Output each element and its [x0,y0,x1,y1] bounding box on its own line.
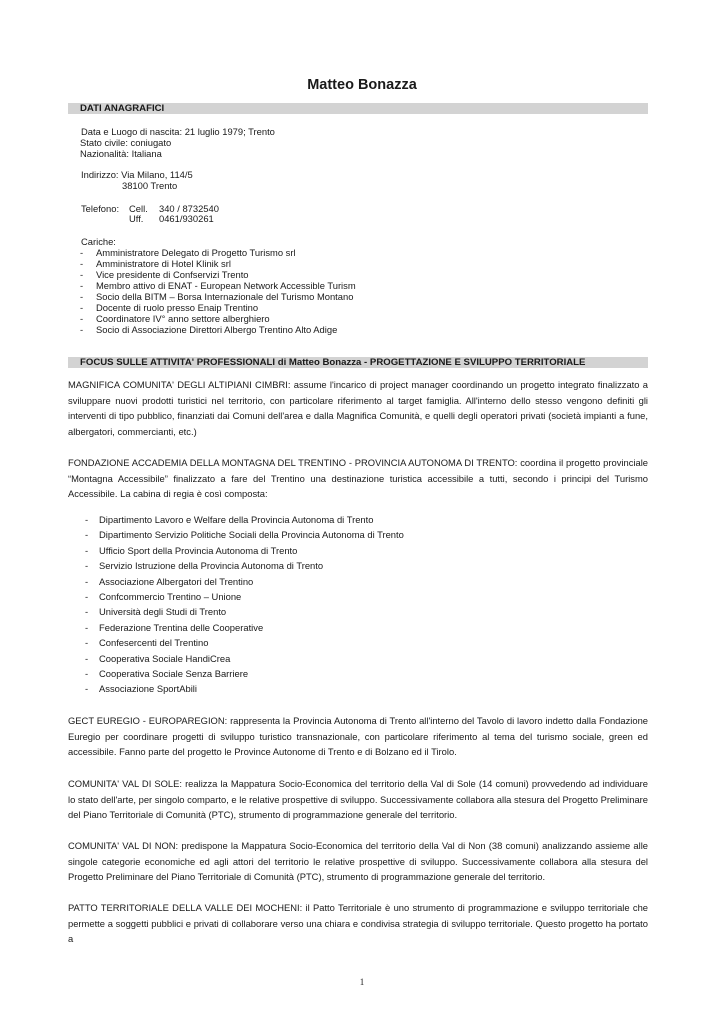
birth-info: Data e Luogo di nascita: 21 luglio 1979; Trento [81,126,275,137]
cabina-item: - Cooperativa Sociale HandiCrea [85,652,231,664]
cabina-item: - Confcommercio Trentino – Unione [85,590,242,602]
carica-item: - Vice presidente di Confservizi Trento [80,269,249,280]
cell-number: 340 / 8732540 [159,203,219,214]
paragraph-euregio: GECT EUREGIO - EUROPAREGION: rappresenta la Provincia Autonoma di Trento all'interno del Tavolo di lavoro indetto dalla Fondazione Euregio per coordinare progetti di sviluppo turistico transnazionale, con particolare riferimento al tema del turismo sociale, green ed accessibile. Fanno parte del progetto le Province Autonome di Trento e di Bolzano ed il Tirolo. [68,715,648,758]
cariche-list [80,247,356,335]
address-line: Indirizzo: Via Milano, 114/5 [81,169,193,180]
cabina-item: - Dipartimento Lavoro e Welfare della Provincia Autonoma di Trento [85,514,374,525]
cabina-item: - Confesercenti del Trentino [85,637,209,649]
cabina-item: - Università degli Studi di Trento [85,606,227,618]
page-number: 1 [359,977,365,987]
section-header-dati-anagrafici: DATI ANAGRAFICI [68,103,648,114]
cabina-item: - Ufficio Sport della Provincia Autonoma di Trento [85,544,298,556]
address-city: 38100 Trento [122,180,178,191]
paragraph-val-di-sole: COMUNITA' VAL DI SOLE: realizza la Mappatura Socio-Economica del territorio della Val di Sole (14 comuni) provvedendo ad individuare lo stato dell'arte, per singolo comparto, e le relative prospettive di sviluppo. Successivamente collabora alla stesura del Progetto Preliminare del Piano Territoriale di Comunità (PTC), strumento di programmazione generale del territorio. [68,778,648,821]
cariche-label: Cariche: [81,236,116,247]
carica-item: - Amministratore Delegato di Progetto Turismo srl [80,247,296,258]
cabina-item: - Cooperativa Sociale Senza Barriere [85,667,249,679]
paragraph-accademia-montagna: FONDAZIONE ACCADEMIA DELLA MONTAGNA DEL TRENTINO - PROVINCIA AUTONOMA DI TRENTO: coordina il progetto provinciale “Montagna Accessibile” finalizzato a fare del Trentino una destinazione turistica accessibile a tutti, secondo i principi del Turismo Accessibile. La cabina di regia è così composta: [68,457,648,500]
carica-item: - Docente di ruolo presso Enaip Trentino [80,302,259,313]
carica-item: - Amministratore di Hotel Klinik srl [80,258,231,269]
cabina-item: - Dipartimento Servizio Politiche Sociali della Provincia Autonoma di Trento [85,529,404,541]
carica-item: - Socio della BITM – Borsa Internazionale del Turismo Montano [80,291,354,302]
cabina-list [85,512,404,697]
office-label: Uff. [129,213,144,224]
carica-item: - Coordinatore IV° anno settore alberghiero [80,313,270,324]
section-header-focus: FOCUS SULLE ATTIVITA' PROFESSIONALI di Matteo Bonazza - PROGETTAZIONE E SVILUPPO TERRITORIALE [68,357,648,368]
office-number: 0461/930261 [159,213,214,224]
paragraph-patto-mocheni: PATTO TERRITORIALE DELLA VALLE DEI MOCHENI: il Patto Territoriale è uno strumento di programmazione e sviluppo territoriale che permette a soggetti pubblici e privati di collaborare verso una chiara e condivisa strategia di sviluppo territoriale. Questo progetto ha portato a [68,902,648,945]
document-title-text: Matteo Bonazza [307,77,417,93]
nationality: Nazionalità: Italiana [80,148,162,159]
phone-label: Telefono: [81,203,120,214]
cabina-item: - Servizio Istruzione della Provincia Autonoma di Trento [85,560,324,572]
paragraph-altipiani-cimbri: MAGNIFICA COMUNITA' DEGLI ALTIPIANI CIMBRI: assume l'incarico di project manager coordinando un progetto integrato finalizzato a sviluppare nuovi prodotti turistici nel territorio, con particolare riferimento al target famiglia. All'interno dello stesso vengono definiti gli interventi di tipo pubblico, finanziati dai Comuni dell'area e dalla Magnifica Comunità, e quelli degli operatori privati (società impianti a fune, albergatori, commercianti, etc.) [68,379,648,438]
cabina-item: - Federazione Trentina delle Cooperative [85,621,264,633]
cabina-item: - Associazione Albergatori del Trentino [85,575,254,587]
document-title [0,77,724,93]
carica-item: - Socio di Associazione Direttori Albergo Trentino Alto Adige [80,324,338,335]
paragraph-val-di-non: COMUNITA' VAL DI NON: predispone la Mappatura Socio-Economica del territorio della Val di Non (38 comuni) analizzando assieme alle singole categorie economiche ed agli attori del territorio le relative prospettive di sviluppo. Successivamente collabora alla stesura del Progetto Preliminare del Piano Territoriale di Comunità (PTC), strumento di programmazione generale del territorio. [68,840,648,883]
marital-status: Stato civile: coniugato [80,137,172,148]
carica-item: - Membro attivo di ENAT - European Network Accessible Turism [80,280,356,291]
cabina-item: - Associazione SportAbili [85,683,197,695]
cell-label: Cell. [129,203,148,214]
